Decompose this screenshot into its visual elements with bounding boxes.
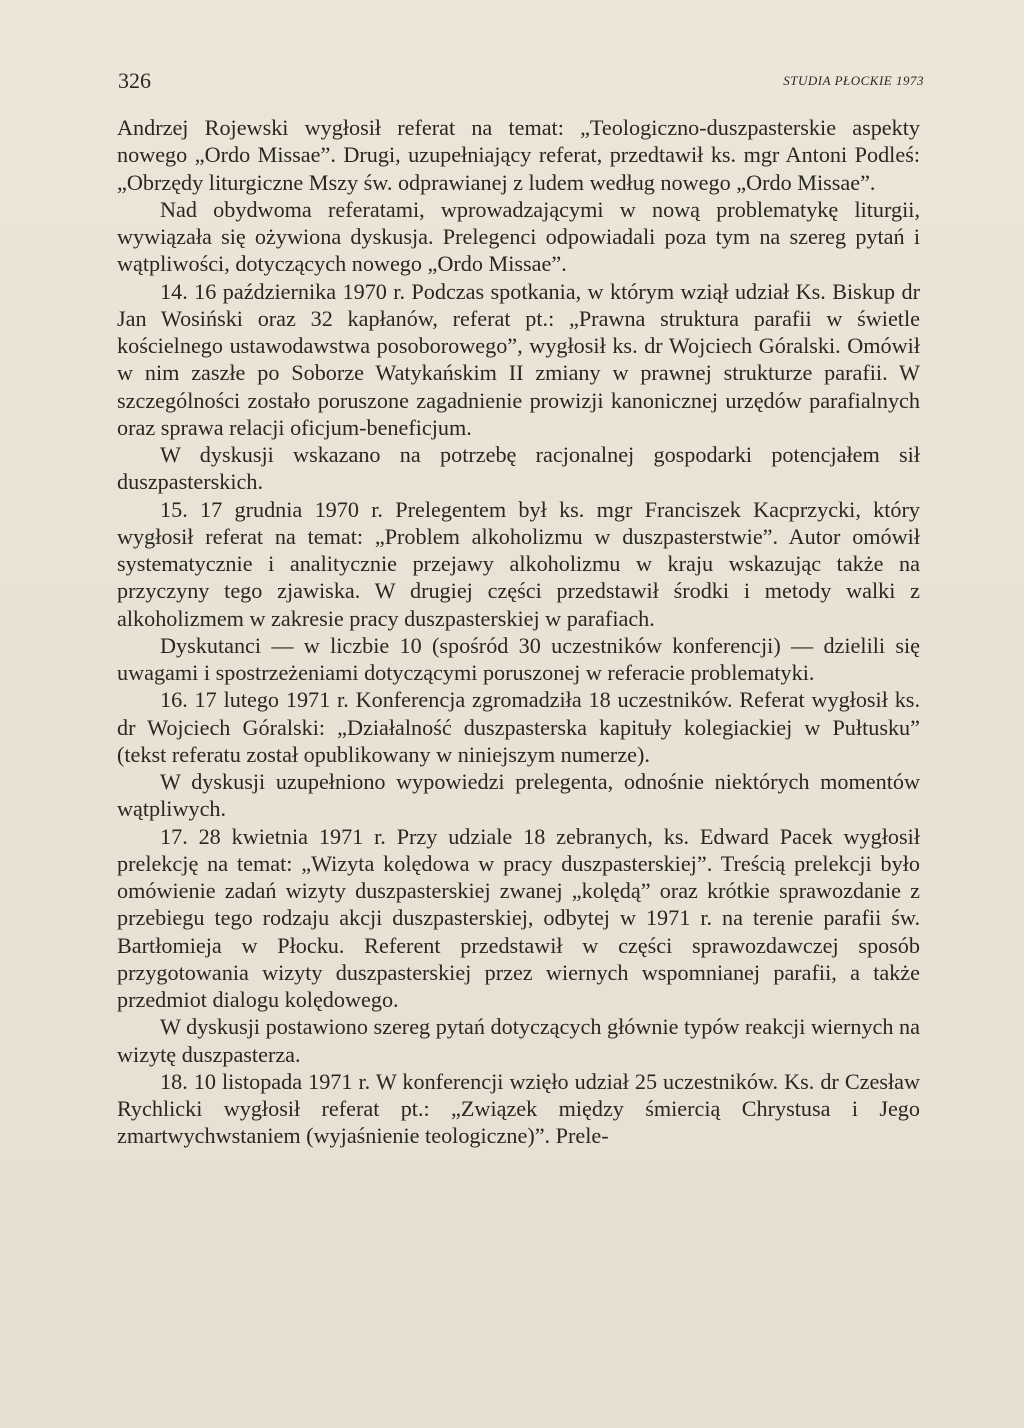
page-header bbox=[118, 68, 924, 98]
paragraph: 14. 16 października 1970 r. Podczas spotkania, w którym wziął udział Ks. Biskup dr Jan Wosiński oraz 32 kapłanów, referat pt.: „Prawna struktura parafii w świetle kościelnego ustawodawstwa posoborowego”, wygłosił ks. dr Wojciech Góralski. Omówił w nim zaszłe po Soborze Watykańskim II zmiany w prawnej strukturze parafii. W szczególności zostało poruszone zagadnienie prowizji kanonicznej urzędów parafialnych oraz sprawa relacji oficjum-beneficjum. bbox=[117, 278, 920, 440]
paragraph: W dyskusji uzupełniono wypowiedzi prelegenta, odnośnie niektórych momentów wątpliwych. bbox=[117, 769, 920, 822]
paragraph: 17. 28 kwietnia 1971 r. Przy udziale 18 zebranych, ks. Edward Pacek wygłosił prelekcję na temat: „Wizyta kolędowa w pracy duszpasterskiej”. Treścią prelekcji było omówienie zadań wizyty duszpasterskiej zwanej „kolędą” oraz krótkie sprawozdanie z przebiegu tego rodzaju akcji duszpasterskiej, odbytej w 1971 r. na terenie parafii św. Bartłomieja w Płocku. Referent przedstawił w części sprawozdawczej sposób przygotowania wizyty duszpasterskiej przez wiernych wspomnianej parafii, a także przedmiot dialogu kolędowego. bbox=[117, 823, 920, 1012]
paragraph: 18. 10 listopada 1971 r. W konferencji wzięło udział 25 uczestników. Ks. dr Czesław Rychlicki wygłosił referat pt.: „Związek między śmiercią Chrystusa i Jego zmartwychwstaniem (wyjaśnienie teologiczne)”. Prele- bbox=[117, 1068, 920, 1149]
paragraph: Andrzej Rojewski wygłosił referat na temat: „Teologiczno-duszpasterskie aspekty nowego „Ordo Missae”. Drugi, uzupełniający referat, przedtawił ks. mgr Antoni Podleś: „Obrzędy liturgiczne Mszy św. odprawianej z ludem według nowego „Ordo Missae”. bbox=[117, 115, 920, 195]
body-text bbox=[117, 114, 920, 1150]
paragraph: W dyskusji postawiono szereg pytań dotyczących głównie typów reakcji wiernych na wizytę duszpasterza. bbox=[117, 1014, 920, 1067]
paragraph: 16. 17 lutego 1971 r. Konferencja zgromadziła 18 uczestników. Referat wygłosił ks. dr Wojciech Góralski: „Działalność duszpasterska kapituły kolegiackiej w Pułtusku” (tekst referatu został opublikowany w niniejszym numerze). bbox=[117, 687, 920, 767]
paragraph: Dyskutanci — w liczbie 10 (spośród 30 uczestników konferencji) — dzielili się uwagami i spostrzeżeniami dotyczącymi poruszonej w referacie problematyki. bbox=[117, 632, 920, 685]
paragraph: 15. 17 grudnia 1970 r. Prelegentem był ks. mgr Franciszek Kacprzycki, który wygłosił referat na temat: „Problem alkoholizmu w duszpasterstwie”. Autor omówił systematycznie i analitycznie przejawy alkoholizmu w kraju wskazując także na przyczyny tego zjawiska. W drugiej części przedstawił środki i metody walki z alkoholizmem w zakresie pracy duszpasterskiej w parafiach. bbox=[117, 496, 920, 631]
running-head: STUDIA PŁOCKIE 1973 bbox=[783, 73, 924, 88]
paragraph: Nad obydwoma referatami, wprowadzającymi w nową problematykę liturgii, wywiązała się ożywiona dyskusja. Prelegenci odpowiadali poza tym na szereg pytań i wątpliwości, dotyczących nowego „Ordo Missae”. bbox=[117, 196, 920, 277]
page-number: 326 bbox=[118, 68, 151, 93]
paragraph: W dyskusji wskazano na potrzebę racjonalnej gospodarki potencjałem sił duszpasterskich. bbox=[117, 442, 920, 495]
